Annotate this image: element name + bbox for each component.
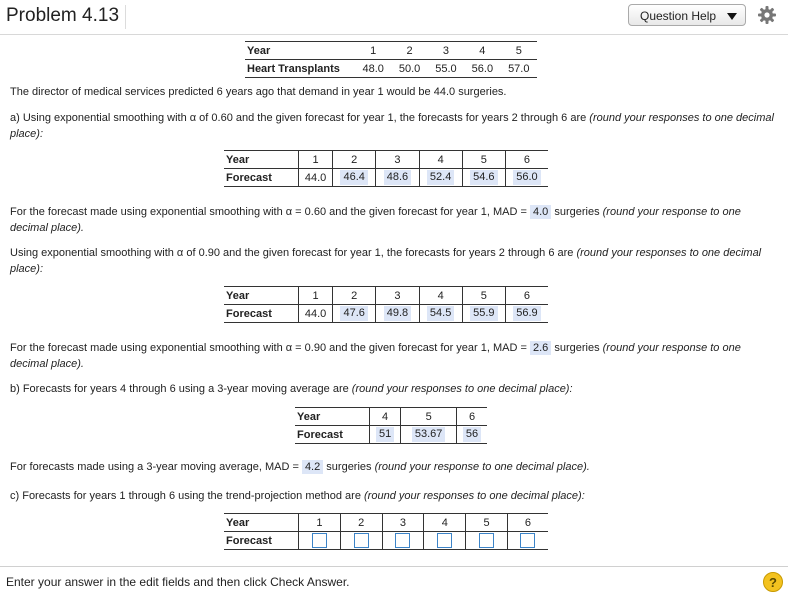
empty-answer-input[interactable]	[479, 533, 494, 548]
part-a2-prompt-text: Using exponential smoothing with α of 0.90 and the given forecast for year 1, the forecasts for years 2 through 6 are	[10, 247, 577, 259]
forecast-header: Forecast	[295, 426, 370, 444]
help-icon[interactable]: ?	[763, 572, 783, 592]
forecast-table-alpha-090	[224, 286, 548, 323]
mad-answer-field[interactable]: 4.2	[302, 460, 323, 474]
part-a-prompt-text: a) Using exponential smoothing with α of 0.60 and the given forecast for year 1, the forecasts for years 2 through 6 are	[10, 112, 590, 124]
empty-answer-input[interactable]	[354, 533, 369, 548]
forecast-table-trend-projection	[224, 513, 548, 550]
answer-field[interactable]: 56.0	[513, 170, 540, 185]
year-cell: 4	[419, 287, 462, 305]
year-header: Year	[224, 514, 299, 532]
mad-prefix: For the forecast made using exponential smoothing with α = 0.90 and the given forecast for year 1, MAD =	[10, 342, 530, 354]
part-a2-prompt-note: (round your responses to one decimal place):	[10, 247, 762, 275]
value-cell: 50.0	[398, 62, 421, 75]
part-b-prompt-text: b) Forecasts for years 4 through 6 using a 3-year moving average are	[10, 383, 352, 395]
answer-field[interactable]: 54.5	[427, 306, 454, 321]
year-cell: 5	[501, 42, 537, 60]
mad-note: (round your response to one decimal place).	[10, 342, 741, 370]
year-cell: 1	[299, 514, 341, 532]
mad-answer-field[interactable]: 4.0	[530, 205, 551, 219]
answer-field[interactable]: 52.4	[427, 170, 454, 185]
answer-field[interactable]: 56	[463, 427, 481, 442]
year-cell: 6	[457, 408, 487, 426]
part-a-prompt-note: (round your responses to one decimal place):	[10, 112, 774, 140]
forecast-table-alpha-060	[224, 150, 548, 187]
mad-note: (round your response to one decimal place).	[374, 461, 590, 473]
mad-note: (round your response to one decimal place).	[10, 206, 741, 234]
part-c-prompt-note: (round your responses to one decimal place):	[364, 490, 585, 502]
answer-field[interactable]: 48.6	[384, 170, 411, 185]
year-cell: 3	[376, 151, 419, 169]
year-cell: 1	[299, 151, 333, 169]
gear-icon[interactable]	[756, 4, 778, 26]
answer-field[interactable]: 46.4	[340, 170, 367, 185]
problem-title: Problem 4.13	[6, 5, 126, 29]
empty-answer-input[interactable]	[520, 533, 535, 548]
answer-field[interactable]: 56.9	[513, 306, 540, 321]
year-cell: 5	[462, 287, 505, 305]
intro-text: The director of medical services predicted 6 years ago that demand in year 1 would be 44.0 surgeries.	[10, 86, 507, 98]
forecast-given-cell: 44.0	[299, 305, 333, 323]
year-cell: 2	[340, 514, 382, 532]
answer-field[interactable]: 53.67	[412, 427, 446, 442]
mad-suffix: surgeries	[323, 461, 375, 473]
forecast-header: Forecast	[224, 169, 299, 187]
year-header: Year	[224, 287, 299, 305]
forecast-table-moving-average	[295, 407, 487, 444]
year-cell: 4	[424, 514, 466, 532]
part-b-prompt-note: (round your responses to one decimal place):	[351, 383, 573, 395]
transplants-header: Heart Transplants	[247, 62, 340, 75]
question-help-label: Question Help	[640, 9, 717, 23]
forecast-header: Forecast	[224, 305, 299, 323]
year-cell: 2	[333, 287, 376, 305]
answer-field[interactable]: 49.8	[384, 306, 411, 321]
mad-prefix: For the forecast made using exponential smoothing with α = 0.60 and the given forecast for year 1, MAD =	[10, 206, 530, 218]
footer-instruction: Enter your answer in the edit fields and then click Check Answer.	[6, 575, 350, 589]
year-cell: 4	[464, 42, 500, 60]
value-cell: 55.0	[435, 62, 457, 75]
year-cell: 6	[505, 151, 548, 169]
year-header: Year	[295, 408, 370, 426]
year-cell: 1	[355, 42, 391, 60]
part-a-prompt	[10, 110, 775, 142]
year-cell: 3	[428, 42, 464, 60]
answer-field[interactable]: 55.9	[470, 306, 497, 321]
part-a2-prompt	[10, 245, 775, 277]
empty-answer-input[interactable]	[437, 533, 452, 548]
empty-answer-input[interactable]	[395, 533, 410, 548]
answer-field[interactable]: 47.6	[340, 306, 367, 321]
value-cell: 56.0	[471, 62, 494, 75]
year-cell: 1	[299, 287, 333, 305]
year-cell: 4	[419, 151, 462, 169]
year-cell: 3	[382, 514, 424, 532]
part-c-prompt-text: c) Forecasts for years 1 through 6 using the trend-projection method are	[10, 490, 365, 502]
year-header: Year	[245, 42, 355, 60]
year-cell: 6	[507, 514, 548, 532]
mad-alpha-060-text	[10, 204, 775, 236]
year-cell: 4	[370, 408, 401, 426]
year-cell: 3	[376, 287, 419, 305]
heart-transplants-table	[245, 41, 537, 78]
year-cell: 2	[333, 151, 376, 169]
dropdown-arrow-icon	[727, 13, 737, 20]
value-cell: 48.0	[362, 62, 384, 75]
year-cell: 5	[401, 408, 457, 426]
mad-suffix: surgeries	[551, 206, 603, 218]
bottom-bar	[0, 566, 788, 600]
year-header: Year	[224, 151, 299, 169]
mad-suffix: surgeries	[551, 342, 603, 354]
value-cell: 57.0	[508, 62, 530, 75]
part-b-prompt	[10, 381, 775, 397]
year-cell: 5	[466, 514, 508, 532]
mad-moving-average-text	[10, 459, 775, 475]
top-bar	[0, 0, 788, 35]
year-cell: 6	[505, 287, 548, 305]
question-help-button[interactable]	[628, 4, 746, 26]
mad-answer-field[interactable]: 2.6	[530, 341, 551, 355]
year-cell: 5	[462, 151, 505, 169]
answer-field[interactable]: 51	[376, 427, 394, 442]
forecast-given-cell: 44.0	[299, 169, 333, 187]
mad-prefix: For forecasts made using a 3-year moving average, MAD =	[10, 461, 302, 473]
year-cell: 2	[391, 42, 427, 60]
answer-field[interactable]: 54.6	[470, 170, 497, 185]
mad-alpha-090-text	[10, 340, 775, 372]
forecast-header: Forecast	[224, 532, 299, 550]
part-c-prompt	[10, 488, 775, 504]
empty-answer-input[interactable]	[312, 533, 327, 548]
